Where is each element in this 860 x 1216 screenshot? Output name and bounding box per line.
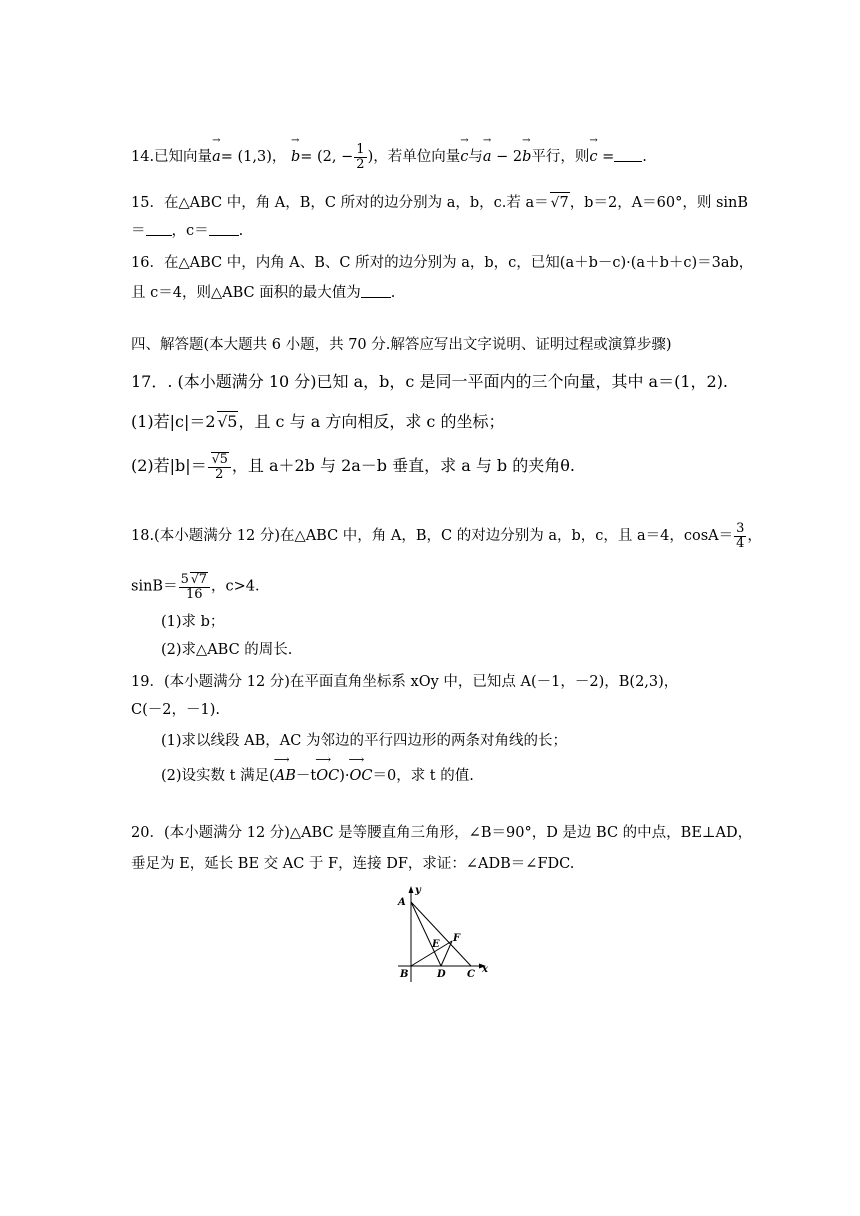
label-b: B	[400, 969, 409, 980]
geometry-figure	[390, 884, 500, 984]
vector-b: → b	[291, 147, 300, 167]
fraction-sqrt5-over-2: $\frac{√5}{2}$	[208, 452, 231, 481]
question-16-line-1: 16．在△ABC 中，内角 A、B、C 所对的边分别为 a，b，c，已知(a＋b－c)·(a＋b＋c)＝3ab，	[131, 255, 754, 271]
answer-blank-area[interactable]	[361, 283, 391, 298]
question-17-line-1: 17．. (本小题满分 10 分)已知 a，b，c 是同一平面内的三个向量，其中 a＝(1，2).	[131, 372, 729, 391]
label-y: y	[415, 885, 421, 896]
answer-blank-sinb[interactable]	[146, 221, 172, 236]
sqrt-five: √5	[217, 412, 238, 431]
question-19-line-1: 19．(本小题满分 12 分)在平面直角坐标系 xOy 中，已知点 A(－1，－2)，B(2,3)，	[131, 674, 679, 690]
label-e: E	[432, 939, 440, 950]
section-heading: 四、解答题(本大题共 6 小题，共 70 分.解答应写出文字说明、证明过程或演算步骤)	[131, 337, 672, 353]
y-axis-arrow	[409, 886, 414, 893]
question-18-part-2: (2)求△ABC 的周长.	[161, 642, 293, 658]
question-18-line-2: sinB＝ $\frac{5 √7}{16}$ ，c>4．	[131, 572, 270, 602]
question-20-line-2: 垂足为 E，延长 BE 交 AC 于 F，连接 DF，求证：∠ADB＝∠FDC.	[131, 856, 575, 872]
question-17-part-2: (2)若|b|＝ $\frac{√5}{2}$ ，且 a＋2b 与 2a－b 垂直，求 a 与 b 的夹角θ.	[131, 452, 575, 482]
question-15-line-2: ＝ ，c＝ .	[131, 223, 244, 239]
vector-c: → c	[460, 147, 468, 167]
question-19-line-2: C(－2，－1).	[131, 702, 220, 718]
question-19-part-1: (1)求以线段 AB，AC 为邻边的平行四边形的两条对角线的长；	[161, 733, 567, 749]
vector-a: → a	[212, 147, 221, 167]
answer-blank[interactable]	[614, 147, 642, 162]
label-x: x	[482, 964, 488, 975]
question-14: 14.已知向量→ a= (1,3)， → b= (2, − $\frac{1}{2}$ )，若单位向量→ c与→ a − 2→ b平行，则→ c = .	[131, 143, 647, 171]
question-15-line-1: 15．在△ABC 中，角 A，B，C 所对的边分别为 a，b，c.若 a＝ √7，b＝2，A＝60°，则 sinB	[131, 192, 748, 213]
segment-ac	[411, 902, 471, 966]
question-16-line-2: 且 c＝4，则△ABC 面积的最大值为 .	[131, 285, 396, 301]
answer-blank-c[interactable]	[209, 221, 239, 236]
sqrt-seven: √7	[550, 192, 570, 213]
label-a: A	[398, 897, 406, 908]
vector-ab: ⟶ AB	[275, 766, 296, 786]
fraction-half: $\frac{1}{2}$	[356, 142, 365, 172]
question-19-part-2: (2)设实数 t 满足(⟶ AB－t⟶ OC)·⟶ OC＝0，求 t 的值.	[161, 766, 474, 786]
label-d: D	[437, 969, 446, 980]
label-f: F	[453, 933, 461, 944]
question-20-line-1: 20．(本小题满分 12 分)△ABC 是等腰直角三角形，∠B＝90°，D 是边 BC 的中点，BE⊥AD，	[131, 825, 753, 841]
label-c: C	[467, 969, 475, 980]
question-18-part-1: (1)求 b；	[161, 614, 225, 630]
vector-oc: ⟶ OC	[316, 766, 339, 786]
fraction-three-quarters: $\frac{3}{4}$	[736, 521, 745, 551]
fraction-5sqrt7-over-16: $\frac{5 √7}{16}$	[179, 572, 210, 601]
question-18-line-1: 18.(本小题满分 12 分)在△ABC 中，角 A，B，C 的对边分别为 a，b，c，且 a＝4，cosA＝ $\frac{3}{4}$ ，	[131, 521, 762, 551]
question-17-part-1: (1)若|c|＝2 √5，且 c 与 a 方向相反，求 c 的坐标；	[131, 412, 505, 431]
